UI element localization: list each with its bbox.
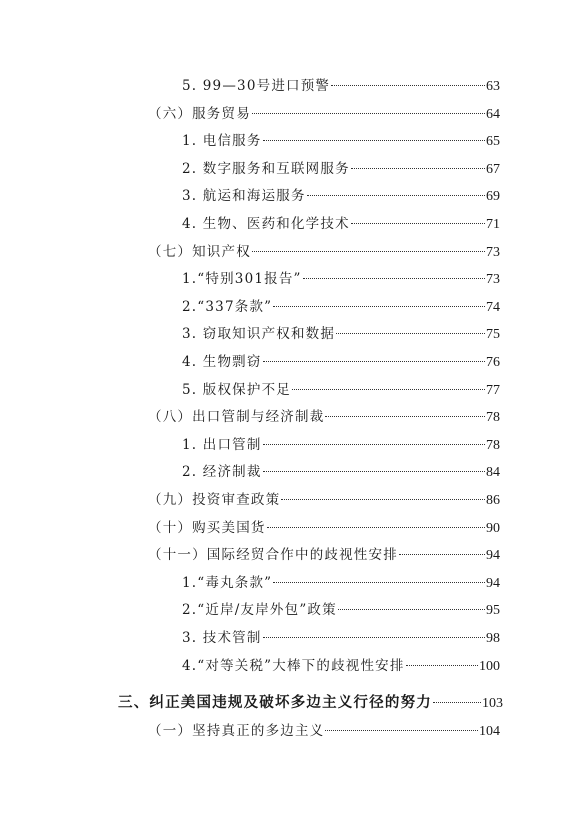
toc-entry[interactable] bbox=[182, 76, 500, 96]
toc-entry-title: 2. 数字服务和互联网服务 bbox=[182, 160, 350, 177]
toc-entry[interactable] bbox=[182, 380, 500, 400]
toc-entry-title: 5. 99—30号进口预警 bbox=[182, 78, 331, 94]
toc-entry[interactable] bbox=[148, 407, 500, 427]
toc-entry-title: （一）坚持真正的多边主义 bbox=[148, 723, 325, 739]
toc-leader-dots bbox=[406, 665, 478, 666]
toc-entry[interactable] bbox=[118, 693, 503, 713]
toc-entry-page: 78 bbox=[486, 410, 500, 426]
toc-entry[interactable] bbox=[182, 324, 500, 344]
toc-entry-page: 86 bbox=[486, 493, 500, 508]
toc-entry[interactable] bbox=[182, 159, 500, 179]
toc-entry-page: 73 bbox=[486, 244, 500, 260]
toc-entry-title: （十）购买美国货 bbox=[148, 519, 266, 536]
toc-entry[interactable] bbox=[182, 435, 500, 455]
toc-entry-title: （七）知识产权 bbox=[148, 243, 251, 260]
toc-entry-title: （九）投资审查政策 bbox=[148, 492, 281, 508]
toc-entry-page: 63 bbox=[486, 79, 500, 94]
toc-entry-title: 3. 航运和海运服务 bbox=[182, 188, 306, 205]
toc-entry-page: 95 bbox=[486, 603, 500, 619]
toc-entry[interactable] bbox=[182, 186, 500, 206]
toc-entry[interactable] bbox=[182, 462, 500, 482]
toc-leader-dots bbox=[263, 444, 485, 445]
toc-leader-dots bbox=[273, 306, 485, 307]
toc-entry-title: （六）服务贸易 bbox=[148, 105, 251, 122]
toc-entry-title: 1.“毒丸条款” bbox=[182, 574, 273, 591]
toc-leader-dots bbox=[252, 113, 485, 114]
toc-entry-title: 1. 电信服务 bbox=[182, 133, 262, 150]
toc-leader-dots bbox=[307, 195, 485, 196]
toc-leader-dots bbox=[263, 471, 485, 472]
toc-entry-title: 2. 经济制裁 bbox=[182, 464, 262, 481]
toc-entry-page: 78 bbox=[486, 437, 500, 453]
toc-entry[interactable] bbox=[182, 600, 500, 620]
toc-entry-title: （八）出口管制与经济制裁 bbox=[148, 409, 325, 426]
toc-leader-dots bbox=[433, 702, 481, 703]
toc-entry-title: 4. 生物、医药和化学技术 bbox=[182, 216, 350, 232]
toc-entry[interactable] bbox=[148, 490, 500, 510]
toc-leader-dots bbox=[267, 527, 485, 528]
toc-entry-page: 100 bbox=[479, 658, 500, 674]
toc-entry-page: 103 bbox=[482, 696, 503, 711]
toc-leader-dots bbox=[325, 416, 485, 417]
toc-leader-dots bbox=[273, 582, 485, 583]
toc-entry[interactable] bbox=[148, 545, 500, 565]
toc-entry-page: 84 bbox=[486, 465, 500, 481]
toc-entry[interactable] bbox=[182, 297, 500, 317]
toc-entry-page: 75 bbox=[486, 327, 500, 343]
toc-entry-title: 三、纠正美国违规及破坏多边主义行径的努力 bbox=[118, 695, 432, 711]
toc-leader-dots bbox=[351, 168, 485, 169]
toc-entry-page: 104 bbox=[479, 724, 500, 739]
toc-entry-page: 64 bbox=[486, 106, 500, 122]
toc-entry[interactable] bbox=[182, 628, 500, 648]
toc-leader-dots bbox=[252, 251, 485, 252]
toc-entry-page: 74 bbox=[486, 299, 500, 315]
toc-entry-page: 73 bbox=[486, 272, 500, 288]
toc-leader-dots bbox=[292, 389, 485, 390]
toc-entry-page: 94 bbox=[486, 575, 500, 591]
toc-leader-dots bbox=[331, 85, 485, 86]
toc-entry[interactable] bbox=[182, 131, 500, 151]
toc-leader-dots bbox=[336, 333, 485, 334]
toc-entry[interactable] bbox=[182, 269, 500, 289]
toc-entry-page: 67 bbox=[486, 161, 500, 177]
toc-leader-dots bbox=[338, 609, 485, 610]
toc-entry[interactable] bbox=[182, 352, 500, 372]
toc-entry-page: 71 bbox=[486, 217, 500, 232]
toc-leader-dots bbox=[263, 637, 485, 638]
toc-entry-title: 3. 技术管制 bbox=[182, 630, 262, 646]
toc-leader-dots bbox=[399, 554, 485, 555]
toc-entry-title: 4.“对等关税”大棒下的歧视性安排 bbox=[182, 657, 405, 674]
toc-leader-dots bbox=[281, 499, 485, 500]
toc-entry-page: 77 bbox=[486, 382, 500, 398]
toc-entry-title: 2.“337条款” bbox=[182, 298, 273, 315]
toc-leader-dots bbox=[351, 223, 485, 224]
toc-entry-title: 3. 窃取知识产权和数据 bbox=[182, 326, 336, 343]
toc-entry-title: 1.“特别301报告” bbox=[182, 271, 302, 288]
toc-entry-page: 90 bbox=[486, 520, 500, 536]
toc-entry[interactable] bbox=[182, 573, 500, 593]
toc-entry[interactable] bbox=[148, 518, 500, 538]
toc-leader-dots bbox=[325, 730, 478, 731]
toc-entry-title: 2.“近岸/友岸外包”政策 bbox=[182, 602, 337, 619]
toc-entry-page: 69 bbox=[486, 189, 500, 205]
toc-leader-dots bbox=[263, 361, 485, 362]
toc-entry[interactable] bbox=[148, 242, 500, 262]
toc-entry-title: （十一）国际经贸合作中的歧视性安排 bbox=[148, 547, 398, 564]
toc-entry-page: 98 bbox=[486, 631, 500, 646]
toc-entry-title: 4. 生物剽窃 bbox=[182, 354, 262, 370]
toc-entry-page: 76 bbox=[486, 355, 500, 370]
toc-entry-page: 94 bbox=[486, 548, 500, 564]
toc-entry-page: 65 bbox=[486, 134, 500, 150]
toc-entry[interactable] bbox=[182, 656, 500, 676]
toc-entry[interactable] bbox=[148, 104, 500, 124]
toc-entry-title: 5. 版权保护不足 bbox=[182, 381, 291, 398]
toc-leader-dots bbox=[303, 278, 485, 279]
toc-entry[interactable] bbox=[148, 721, 500, 741]
toc-entry[interactable] bbox=[182, 214, 500, 234]
toc-entry-title: 1. 出口管制 bbox=[182, 436, 262, 453]
toc-leader-dots bbox=[263, 140, 485, 141]
